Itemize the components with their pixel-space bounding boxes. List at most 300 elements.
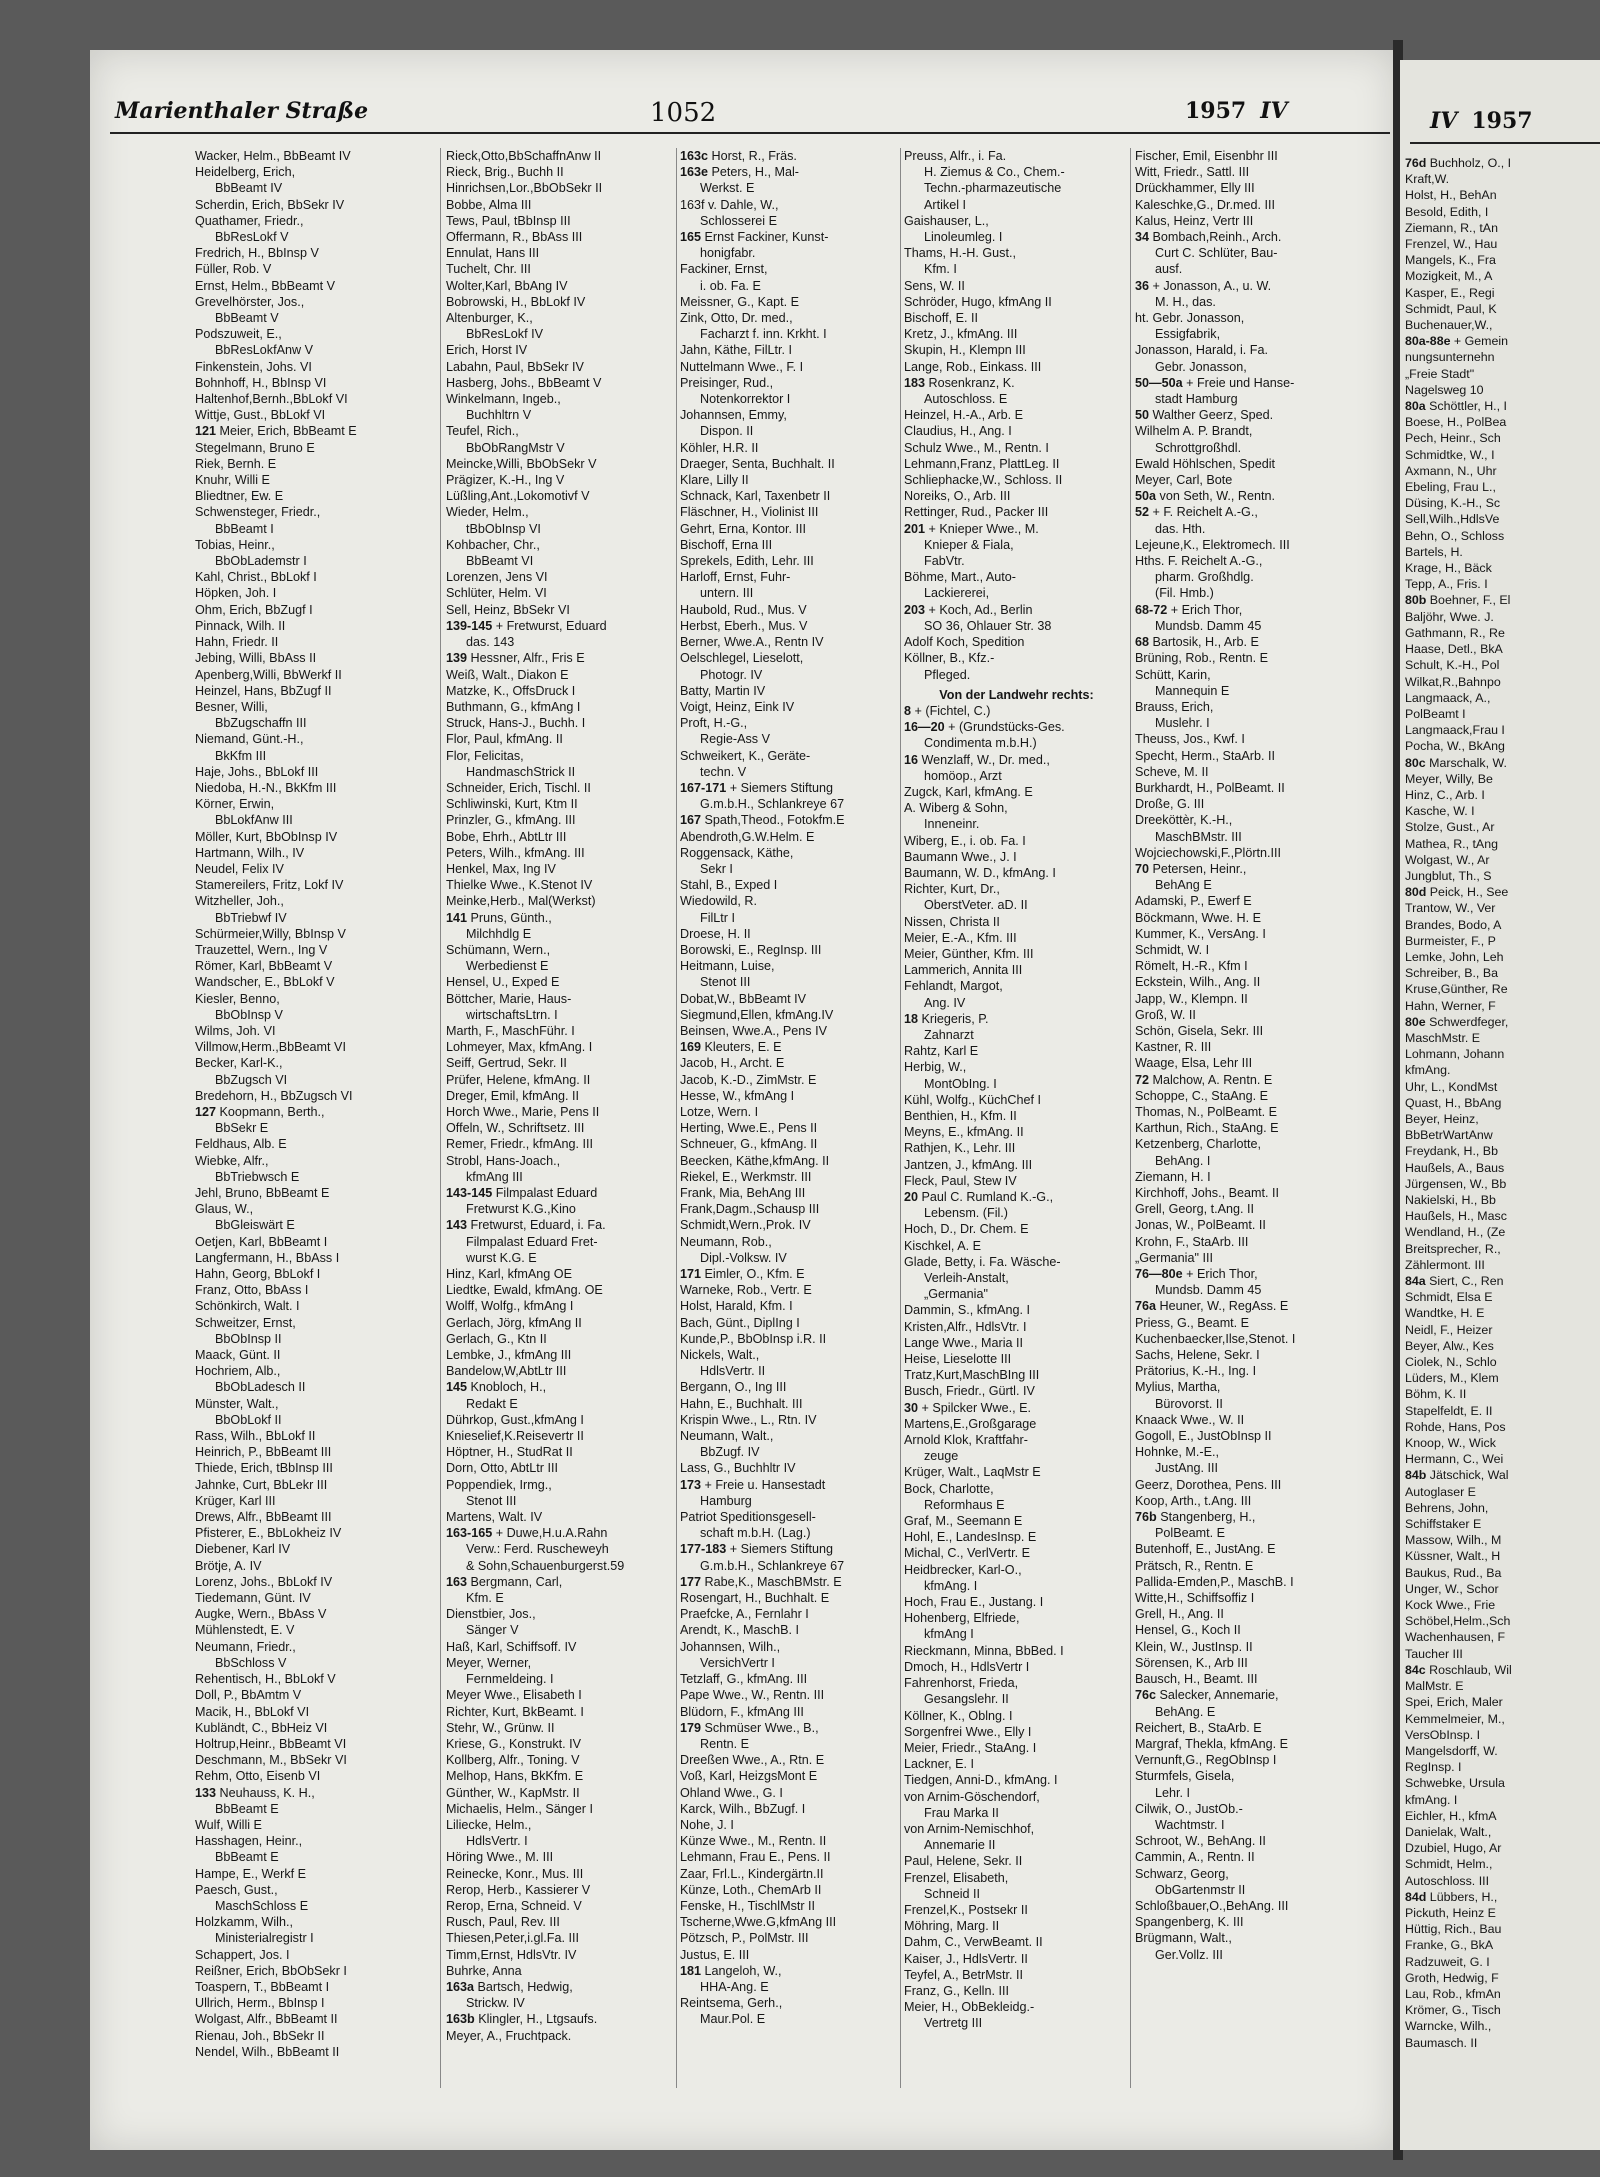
directory-entry: Mundsb. Damm 45 bbox=[1155, 618, 1262, 633]
directory-entry: PolBeamt I bbox=[1405, 706, 1466, 721]
directory-entry: Wendland, H., (Ze bbox=[1405, 1225, 1506, 1240]
directory-entry: VersichVertr I bbox=[700, 1655, 775, 1670]
directory-entry: Schmidtke, W., I bbox=[1405, 447, 1495, 462]
directory-entry: Bredehorn, H., BbZugsch VI bbox=[195, 1088, 353, 1103]
directory-entry: Preisinger, Rud., bbox=[680, 375, 774, 390]
directory-entry: Rettinger, Rud., Packer III bbox=[904, 505, 1049, 520]
directory-entry: Haußels, A., Baus bbox=[1405, 1160, 1505, 1175]
directory-entry: Hahn, Friedr. II bbox=[195, 635, 279, 650]
directory-entry: 133 Neuhauss, K. H., bbox=[195, 1785, 315, 1800]
directory-entry: Feldhaus, Alb. E bbox=[195, 1137, 287, 1152]
directory-entry: Mundsb. Damm 45 bbox=[1155, 1283, 1262, 1298]
directory-entry: Frank,Dagm.,Schausp III bbox=[680, 1202, 820, 1217]
directory-entry: Zahnarzt bbox=[924, 1027, 974, 1042]
directory-entry: Jonasson, Harald, i. Fa. bbox=[1135, 343, 1268, 358]
directory-entry: Tetzlaff, G., kfmAng. III bbox=[680, 1672, 808, 1687]
directory-entry: Schürmeier,Willy, BbInsp V bbox=[195, 926, 346, 941]
directory-entry: Verleih-Anstalt, bbox=[924, 1271, 1009, 1286]
directory-entry: Riek, Bernh. E bbox=[195, 456, 277, 471]
directory-entry: Ministerialregistr I bbox=[215, 1931, 314, 1946]
directory-entry: Holtrup,Heinr., BbBeamt VI bbox=[195, 1736, 347, 1751]
directory-entry: Haase, Detl., BkA bbox=[1405, 642, 1503, 657]
directory-entry: Muslehr. I bbox=[1155, 716, 1210, 731]
directory-entry: Hohl, E., LandesInsp. E bbox=[904, 1530, 1037, 1545]
directory-entry: Jonas, W., PolBeamt. II bbox=[1135, 1218, 1266, 1233]
directory-entry: Arendt, K., MaschB. I bbox=[680, 1623, 799, 1638]
directory-entry: HdlsVertr. II bbox=[700, 1364, 766, 1379]
directory-entry: 143 Fretwurst, Eduard, i. Fa. bbox=[446, 1218, 606, 1233]
directory-entry: Geerz, Dorothea, Pens. III bbox=[1135, 1477, 1282, 1492]
next-page-column bbox=[1405, 155, 1600, 2135]
directory-entry: Peters, Wilh., kfmAng. III bbox=[446, 845, 585, 860]
directory-entry: Tiedemann, Günt. IV bbox=[195, 1591, 311, 1606]
directory-entry: Körner, Erwin, bbox=[195, 797, 275, 812]
directory-entry: Römer, Karl, BbBeamt V bbox=[195, 959, 333, 974]
directory-entry: Hensel, U., Exped E bbox=[446, 975, 560, 990]
directory-entry: Matzke, K., OffsDruck I bbox=[446, 683, 576, 698]
directory-entry: Hinz, C., Arb. I bbox=[1405, 787, 1485, 802]
directory-entry: Liliecke, Helm., bbox=[446, 1817, 532, 1832]
directory-entry: Benthien, H., Kfm. II bbox=[904, 1108, 1017, 1123]
directory-entry: Becker, Karl-K., bbox=[195, 1056, 283, 1071]
directory-entry: 145 Knobloch, H., bbox=[446, 1380, 547, 1395]
directory-entry: Böhme, Mart., Auto- bbox=[904, 570, 1016, 585]
directory-entry: Rathjen, K., Lehr. III bbox=[904, 1141, 1016, 1156]
directory-entry: Böckmann, Wwe. H. E bbox=[1135, 910, 1261, 925]
directory-entry: Milchhdlg E bbox=[466, 926, 532, 941]
directory-entry: Skupin, H., Klempn III bbox=[904, 343, 1026, 358]
directory-entry: Pape Wwe., W., Rentn. III bbox=[680, 1688, 825, 1703]
directory-entry: MaschMstr. E bbox=[1405, 1030, 1481, 1045]
directory-entry: Frau Marka II bbox=[924, 1805, 999, 1820]
directory-entry: BehAng E bbox=[1155, 878, 1212, 893]
directory-entry: Pallida-Emden,P., MaschB. I bbox=[1135, 1574, 1294, 1589]
directory-entry: Brüning, Rob., Rentn. E bbox=[1135, 651, 1269, 666]
directory-entry: wirtschaftsLtrn. I bbox=[466, 1007, 558, 1022]
directory-entry: Grell, H., Ang. II bbox=[1135, 1607, 1224, 1622]
directory-entry: Patriot Speditionsgesell- bbox=[680, 1510, 816, 1525]
directory-entry: Niemand, Günt.-H., bbox=[195, 732, 304, 747]
directory-entry: Ebeling, Frau L., bbox=[1405, 480, 1496, 495]
directory-entry: Kollberg, Alfr., Toning. V bbox=[446, 1753, 580, 1768]
directory-entry: von Arnim-Göschendorf, bbox=[904, 1789, 1040, 1804]
directory-entry: 177-183 + Siemers Stiftung bbox=[680, 1542, 833, 1557]
directory-entry: „Freie Stadt" bbox=[1405, 366, 1475, 381]
directory-entry: Schlüter, Helm. VI bbox=[446, 586, 547, 601]
directory-entry: Stenot III bbox=[700, 975, 751, 990]
column-5 bbox=[1135, 148, 1360, 2098]
directory-entry: Schloßbauer,O.,BehAng. III bbox=[1135, 1898, 1289, 1913]
directory-entry: Sachs, Helene, Sekr. I bbox=[1135, 1348, 1260, 1363]
directory-entry: Kaleschke,G., Dr.med. III bbox=[1135, 197, 1275, 212]
directory-entry: Möhring, Marg. II bbox=[904, 1919, 1000, 1934]
directory-entry: Gaishauser, L., bbox=[904, 213, 989, 228]
next-page-volume: IV bbox=[1430, 108, 1458, 134]
directory-entry: Bartels, H. bbox=[1405, 544, 1463, 559]
directory-entry: Günther, W., KapMstr. II bbox=[446, 1785, 580, 1800]
directory-entry: Mozigkeit, M., A bbox=[1405, 269, 1493, 284]
directory-entry: honigfabr. bbox=[700, 246, 756, 261]
directory-entry: Sell,Wilh.,HdlsVe bbox=[1405, 512, 1500, 527]
directory-entry: Paesch, Gust., bbox=[195, 1882, 278, 1897]
directory-entry: Heise, Lieselotte III bbox=[904, 1352, 1012, 1367]
directory-entry: Hermann, C., Wei bbox=[1405, 1452, 1504, 1467]
directory-entry: Mangels, K., Fra bbox=[1405, 253, 1496, 268]
directory-entry: Schmidt, Elsa E bbox=[1405, 1290, 1493, 1305]
directory-entry: Hasshagen, Heinr., bbox=[195, 1834, 303, 1849]
directory-entry: Margraf, Thekla, kfmAng. E bbox=[1135, 1736, 1289, 1751]
directory-entry: Ullrich, Herm., BbInsp I bbox=[195, 1996, 325, 2011]
directory-entry: Justus, E. III bbox=[680, 1947, 750, 1962]
directory-entry: Spangenberg, K. III bbox=[1135, 1915, 1244, 1930]
directory-entry: H. Ziemus & Co., Chem.- bbox=[924, 165, 1065, 180]
directory-entry: Ohland Wwe., G. I bbox=[680, 1785, 783, 1800]
directory-entry: Lackner, E. I bbox=[904, 1757, 975, 1772]
directory-entry: Langfermann, H., BbAss I bbox=[195, 1250, 340, 1265]
directory-entry: Gerlach, Jörg, kfmAng II bbox=[446, 1315, 582, 1330]
directory-entry: Hohnke, M.-E., bbox=[1135, 1445, 1219, 1460]
directory-entry: Mangelsdorff, W. bbox=[1405, 1743, 1498, 1758]
directory-entry: 143-145 Filmpalast Eduard bbox=[446, 1186, 598, 1200]
directory-entry: kfmAng III bbox=[466, 1169, 523, 1184]
directory-entry: Ketzenberg, Charlotte, bbox=[1135, 1137, 1262, 1152]
directory-entry: Fredrich, H., BbInsp V bbox=[195, 246, 319, 261]
directory-entry: Knieper & Fiala, bbox=[924, 537, 1014, 552]
directory-entry: Lange, Rob., Einkass. III bbox=[904, 359, 1042, 374]
directory-entry: Werbedienst E bbox=[466, 959, 549, 974]
next-page-header bbox=[1430, 108, 1533, 134]
directory-entry: Rehentisch, H., BbLokf V bbox=[195, 1672, 336, 1687]
directory-entry: Schwensteger, Friedr., bbox=[195, 505, 321, 520]
directory-entry: Nohe, J. I bbox=[680, 1817, 734, 1832]
directory-entry: BbBeamt VI bbox=[466, 554, 534, 569]
directory-entry: BbBeamt E bbox=[215, 1850, 279, 1865]
directory-entry: Kfm. I bbox=[924, 262, 957, 277]
directory-entry: Kohbacher, Chr., bbox=[446, 537, 540, 552]
directory-entry: Meyns, E., kfmAng. II bbox=[904, 1125, 1024, 1140]
directory-entry: Wulf, Willi E bbox=[195, 1817, 262, 1832]
directory-entry: Dzubiel, Hugo, Ar bbox=[1405, 1841, 1502, 1856]
directory-entry: Rohde, Hans, Pos bbox=[1405, 1419, 1506, 1434]
directory-entry: Schreiber, B., Ba bbox=[1405, 966, 1498, 981]
directory-entry: Kemmelmeier, M., bbox=[1405, 1711, 1505, 1726]
directory-entry: Remer, Friedr., kfmAng. III bbox=[446, 1137, 593, 1152]
directory-entry: Paul, Helene, Sekr. II bbox=[904, 1854, 1023, 1869]
directory-entry: M. H., das. bbox=[1155, 294, 1216, 309]
directory-entry: Meyer, Carl, Bote bbox=[1135, 473, 1233, 488]
directory-entry: HHA-Ang. E bbox=[700, 1979, 769, 1994]
directory-entry: SO 36, Ohlauer Str. 38 bbox=[924, 618, 1052, 633]
directory-entry: Melhop, Hans, BkKfm. E bbox=[446, 1769, 584, 1784]
directory-entry: Franke, G., BkA bbox=[1405, 1938, 1494, 1953]
directory-entry: Münster, Walt., bbox=[195, 1396, 279, 1411]
directory-entry: Teufel, Rich., bbox=[446, 424, 519, 439]
directory-entry: Rusch, Paul, Rev. III bbox=[446, 1915, 560, 1930]
directory-entry: Zaar, Frl.L., Kindergärtn.II bbox=[680, 1866, 824, 1881]
directory-entry: Fehlandt, Margot, bbox=[904, 979, 1003, 994]
directory-entry: Schoppe, C., StaAng. E bbox=[1135, 1088, 1269, 1103]
directory-entry: Buthmann, G., kfmAng I bbox=[446, 699, 581, 714]
directory-entry: i. ob. Fa. E bbox=[700, 278, 761, 293]
directory-entry: Lohmann, Johann bbox=[1405, 1047, 1505, 1062]
directory-entry: Trauzettel, Wern., Ing V bbox=[195, 942, 328, 957]
directory-entry: Adamski, P., Ewerf E bbox=[1135, 894, 1252, 909]
directory-entry: Reinecke, Konr., Mus. III bbox=[446, 1866, 584, 1881]
directory-entry: Krage, H., Bäck bbox=[1405, 561, 1492, 576]
directory-entry: Meier, Günther, Kfm. III bbox=[904, 946, 1034, 961]
directory-entry: Lass, G., Buchhltr IV bbox=[680, 1461, 796, 1476]
directory-entry: Beyer, Alw., Kes bbox=[1405, 1338, 1494, 1353]
directory-entry: Lemke, John, Leh bbox=[1405, 949, 1504, 964]
directory-entry: Holst, Harald, Kfm. I bbox=[680, 1299, 793, 1314]
directory-entry: Linoleumleg. I bbox=[924, 230, 1003, 245]
directory-entry: Praefcke, A., Fernlahr I bbox=[680, 1607, 809, 1622]
directory-entry: Dreger, Emil, kfmAng. II bbox=[446, 1088, 579, 1103]
directory-entry: Liedtke, Ewald, kfmAng. OE bbox=[446, 1283, 603, 1298]
directory-entry: & Sohn,Schauenburgerst.59 bbox=[466, 1558, 625, 1573]
directory-entry: Stolze, Gust., Ar bbox=[1405, 820, 1495, 835]
directory-entry: Teyfel, A., BetrMstr. II bbox=[904, 1967, 1023, 1982]
directory-entry: Franz, Otto, BbAss I bbox=[195, 1283, 309, 1298]
directory-entry: Ewald Höhlschen, Spedit bbox=[1135, 456, 1276, 471]
directory-entry: BbTriebwf IV bbox=[215, 910, 287, 925]
directory-entry: Schwebke, Ursula bbox=[1405, 1776, 1505, 1791]
directory-entry: BbResLokfAnw V bbox=[215, 343, 314, 358]
directory-entry: BbBeamt E bbox=[215, 1801, 279, 1816]
directory-entry: BbLokfAnw III bbox=[215, 813, 293, 828]
directory-entry: 50—50a + Freie und Hanse- bbox=[1135, 375, 1295, 390]
directory-entry: 20 Paul C. Rumland K.-G., bbox=[904, 1190, 1054, 1204]
directory-entry: Lau, Rob., kfmAn bbox=[1405, 1986, 1501, 2001]
directory-entry: Düsing, K.-H., Sc bbox=[1405, 496, 1501, 511]
directory-entry: Kastner, R. III bbox=[1135, 1040, 1212, 1055]
directory-entry: Waage, Elsa, Lehr III bbox=[1135, 1056, 1253, 1071]
directory-entry: Prätorius, K.-H., Ing. I bbox=[1135, 1364, 1257, 1379]
directory-entry: Autoschloss. E bbox=[924, 392, 1008, 407]
directory-entry: Deschmann, M., BbSekr VI bbox=[195, 1753, 347, 1768]
directory-entry: OberstVeter. aD. II bbox=[924, 898, 1028, 913]
directory-entry: Curt C. Schlüter, Bau- bbox=[1155, 246, 1278, 261]
directory-entry: Bürovorst. II bbox=[1155, 1396, 1223, 1411]
directory-entry: Blüdorn, F., kfmAng III bbox=[680, 1704, 804, 1719]
directory-entry: Proft, H.-G., bbox=[680, 716, 748, 731]
directory-entry: Diebener, Karl IV bbox=[195, 1542, 291, 1557]
directory-entry: Fischer, Emil, Eisenbhr III bbox=[1135, 149, 1278, 163]
directory-entry: Wolgast, Alfr., BbBeamt II bbox=[195, 2012, 338, 2027]
directory-entry: untern. III bbox=[700, 586, 754, 601]
directory-entry: kfmAng I bbox=[924, 1627, 974, 1642]
directory-entry: Fläschner, H., Violinist III bbox=[680, 505, 819, 520]
directory-entry: Vernunft,G., RegObInsp I bbox=[1135, 1753, 1277, 1768]
directory-entry: Lohmeyer, Max, kfmAng. I bbox=[446, 1040, 593, 1055]
directory-entry: Frank, Mia, BehAng III bbox=[680, 1186, 806, 1200]
directory-entry: 167-171 + Siemers Stiftung bbox=[680, 780, 833, 795]
directory-entry: Doll, P., BbAmtm V bbox=[195, 1688, 302, 1703]
directory-entry: Ang. IV bbox=[924, 995, 966, 1010]
directory-entry: Axmann, N., Uhr bbox=[1405, 463, 1497, 478]
directory-entry: Augke, Wern., BbAss V bbox=[195, 1607, 327, 1622]
directory-entry: Meier, Friedr., StaAng. I bbox=[904, 1740, 1037, 1755]
directory-entry: Haußels, H., Masc bbox=[1405, 1209, 1507, 1224]
directory-entry: Knoop, W., Wick bbox=[1405, 1436, 1496, 1451]
directory-entry: Taucher III bbox=[1405, 1646, 1463, 1661]
directory-entry: Dipl.-Volksw. IV bbox=[700, 1250, 787, 1265]
directory-entry: Hahn, Georg, BbLokf I bbox=[195, 1267, 321, 1282]
directory-entry: 127 Koopmann, Berth., bbox=[195, 1104, 325, 1119]
directory-entry: Neumann, Rob., bbox=[680, 1234, 772, 1249]
directory-entry: FilLtr I bbox=[700, 910, 735, 925]
directory-entry: Höring Wwe., M. III bbox=[446, 1850, 554, 1865]
directory-entry: Krüger, Walt., LaqMstr E bbox=[904, 1465, 1041, 1480]
directory-entry: Holzkamm, Wilh., bbox=[195, 1915, 293, 1930]
directory-entry: Wilkat,R.,Bahnpo bbox=[1405, 674, 1501, 689]
directory-entry: Jahnke, Curt, BbLekr III bbox=[195, 1477, 328, 1492]
directory-entry: Riekel, E., Werkmstr. III bbox=[680, 1169, 812, 1184]
directory-entry: Regie-Ass V bbox=[700, 732, 770, 747]
directory-entry: 84c Roschlaub, Wil bbox=[1405, 1662, 1512, 1677]
directory-entry: Reformhaus E bbox=[924, 1497, 1005, 1512]
directory-entry: Wojciechowski,F.,Plörtn.III bbox=[1135, 845, 1282, 860]
directory-entry: Schröder, Hugo, kfmAng II bbox=[904, 294, 1052, 309]
directory-entry: BbObLadesch II bbox=[215, 1380, 306, 1395]
directory-entry: BbBeamt V bbox=[215, 311, 279, 326]
directory-entry: Ziemann, R., tAn bbox=[1405, 220, 1498, 235]
directory-entry: Koop, Arth., t.Ang. III bbox=[1135, 1493, 1252, 1508]
directory-entry: Japp, W., Klempn. II bbox=[1135, 991, 1248, 1006]
directory-entry: techn. V bbox=[700, 764, 747, 779]
directory-entry: Gehrt, Erna, Kontor. III bbox=[680, 521, 806, 536]
directory-entry: das. 143 bbox=[466, 635, 515, 650]
directory-entry: Heidelberg, Erich, bbox=[195, 165, 296, 180]
directory-entry: Kahl, Christ., BbLokf I bbox=[195, 570, 317, 585]
directory-entry: Pötzsch, P., PolMstr. III bbox=[680, 1931, 809, 1946]
directory-entry: Hoch, Frau E., Justang. I bbox=[904, 1595, 1044, 1610]
directory-entry: Sell, Heinz, BbSekr VI bbox=[446, 602, 570, 617]
directory-entry: Rentn. E bbox=[700, 1736, 750, 1751]
directory-entry: Nissen, Christa II bbox=[904, 914, 1000, 929]
directory-entry: Thiede, Erich, tBbInsp III bbox=[195, 1461, 333, 1476]
directory-entry: Heinrich, P., BbBeamt III bbox=[195, 1445, 332, 1460]
directory-entry: Zählermont. III bbox=[1405, 1257, 1485, 1272]
directory-entry: Hochriem, Alb., bbox=[195, 1364, 281, 1379]
directory-entry: Neumann, Friedr., bbox=[195, 1639, 296, 1654]
directory-entry: Hoch, D., Dr. Chem. E bbox=[904, 1222, 1029, 1237]
directory-entry: Witt, Friedr., Sattl. III bbox=[1135, 165, 1250, 180]
directory-entry: Schlosserei E bbox=[700, 213, 777, 228]
directory-entry: Michal, C., VerlVertr. E bbox=[904, 1546, 1030, 1561]
directory-entry: BbObInsp V bbox=[215, 1007, 283, 1022]
directory-entry: Kiesler, Benno, bbox=[195, 991, 280, 1006]
directory-entry: Wandtke, H. E bbox=[1405, 1306, 1485, 1321]
directory-entry: MaschSchloss E bbox=[215, 1898, 309, 1913]
directory-entry: Künze Wwe., M., Rentn. II bbox=[680, 1834, 827, 1849]
directory-entry: Zink, Otto, Dr. med., bbox=[680, 311, 793, 326]
directory-entry: kfmAng. I bbox=[1405, 1792, 1458, 1807]
directory-entry: HdlsVertr. I bbox=[466, 1834, 528, 1849]
directory-entry: Kasche, W. I bbox=[1405, 804, 1475, 819]
directory-entry: Dienstbier, Jos., bbox=[446, 1607, 536, 1622]
directory-entry: Dammin, S., kfmAng. I bbox=[904, 1303, 1030, 1318]
directory-entry: Groth, Hedwig, F bbox=[1405, 1970, 1499, 1985]
next-page-year: 1957 bbox=[1471, 108, 1533, 134]
directory-entry: 50a von Seth, W., Rentn. bbox=[1135, 489, 1276, 504]
directory-entry: Pech, Heinr., Sch bbox=[1405, 431, 1501, 446]
directory-entry: Schneuer, G., kfmAng. II bbox=[680, 1137, 818, 1152]
directory-entry: kfmAng. bbox=[1405, 1063, 1451, 1078]
directory-entry: Hasberg, Johs., BbBeamt V bbox=[446, 375, 602, 390]
directory-entry: Richter, Kurt, BkBeamt. I bbox=[446, 1704, 584, 1719]
directory-entry: Richter, Kurt, Dr., bbox=[904, 882, 1000, 897]
directory-entry: Neidl, F., Heizer bbox=[1405, 1322, 1493, 1337]
directory-entry: Karthun, Rich., StaAng. E bbox=[1135, 1121, 1279, 1136]
directory-entry: Claudius, H., Ang. I bbox=[904, 424, 1012, 439]
directory-entry: Stapelfeldt, E. II bbox=[1405, 1403, 1493, 1418]
directory-entry: BbSekr E bbox=[215, 1121, 269, 1136]
directory-entry: Füller, Rob. V bbox=[195, 262, 272, 277]
directory-entry: Siegmund,Ellen, kfmAng.IV bbox=[680, 1007, 834, 1022]
directory-entry: pharm. Großhdlg. bbox=[1155, 570, 1254, 585]
directory-entry: BbTriebwsch E bbox=[215, 1169, 300, 1184]
directory-entry: Theuss, Jos., Kwf. I bbox=[1135, 732, 1245, 747]
directory-entry: Wolff, Wolfg., kfmAng I bbox=[446, 1299, 574, 1314]
directory-entry: Fretwurst K.G.,Kino bbox=[466, 1202, 576, 1217]
directory-entry: Groß, W. II bbox=[1135, 1007, 1196, 1022]
directory-entry: Glade, Betty, i. Fa. Wäsche- bbox=[904, 1254, 1061, 1269]
directory-entry: tBbObInsp VI bbox=[466, 521, 541, 536]
directory-entry: Schwarz, Georg, bbox=[1135, 1866, 1229, 1881]
directory-entry: Podszuweit, E., bbox=[195, 327, 282, 342]
directory-entry: BbObLokf II bbox=[215, 1412, 282, 1427]
directory-entry: Tepp, A., Fris. I bbox=[1405, 577, 1488, 592]
directory-entry: Drückhammer, Elly III bbox=[1135, 181, 1255, 196]
directory-entry: Höptner, H., StudRat II bbox=[446, 1445, 573, 1460]
directory-entry: BbObLademstr I bbox=[215, 554, 307, 569]
directory-entry: 139-145 + Fretwurst, Eduard bbox=[446, 618, 607, 633]
directory-entry: Herbst, Eberh., Mus. V bbox=[680, 618, 808, 633]
directory-entry: Wilms, Joh. VI bbox=[195, 1023, 276, 1038]
directory-entry: Autoglaser E bbox=[1405, 1484, 1476, 1499]
directory-entry: Weiß, Walt., Diakon E bbox=[446, 667, 569, 682]
directory-entry: Rieck,Otto,BbSchaffnAnw II bbox=[446, 149, 602, 163]
directory-entry: BbZugschaffn III bbox=[215, 716, 307, 731]
directory-entry: Sekr I bbox=[700, 861, 733, 876]
directory-entry: Thomas, N., PolBeamt. E bbox=[1135, 1104, 1278, 1119]
directory-entry: BehAng. E bbox=[1155, 1704, 1216, 1719]
directory-entry: Ger.Vollz. III bbox=[1155, 1947, 1223, 1962]
directory-entry: Kraft,W. bbox=[1405, 172, 1450, 187]
header-rule bbox=[110, 132, 1390, 134]
directory-entry: Hüttig, Rich., Bau bbox=[1405, 1922, 1502, 1937]
directory-entry: 36 + Jonasson, A., u. W. bbox=[1135, 278, 1272, 293]
directory-entry: MalMstr. E bbox=[1405, 1679, 1464, 1694]
directory-entry: 141 Pruns, Günth., bbox=[446, 910, 552, 925]
directory-entry: Burkhardt, H., PolBeamt. II bbox=[1135, 780, 1285, 795]
directory-entry: Kretz, J., kfmAng. III bbox=[904, 327, 1018, 342]
directory-entry: Pfleged. bbox=[924, 667, 971, 682]
directory-entry: Haubold, Rud., Mus. V bbox=[680, 602, 807, 617]
directory-entry: Spei, Erich, Maler bbox=[1405, 1695, 1503, 1710]
directory-entry: Dispon. II bbox=[700, 424, 754, 439]
directory-entry: Autoschloss. III bbox=[1405, 1873, 1490, 1888]
directory-entry: Schulz Wwe., M., Rentn. I bbox=[904, 440, 1049, 455]
directory-entry: Möller, Kurt, BbObInsp IV bbox=[195, 829, 338, 844]
directory-entry: Krohn, F., StaArb. III bbox=[1135, 1234, 1249, 1249]
directory-entry: Jebing, Willi, BbAss II bbox=[195, 651, 317, 666]
directory-entry: Meincke,Willi, BbObSekr V bbox=[446, 456, 597, 471]
directory-entry: Lebensm. (Fil.) bbox=[924, 1206, 1008, 1221]
directory-entry: Herbig, W., bbox=[904, 1060, 967, 1075]
directory-entry: Drews, Alfr., BbBeamt III bbox=[195, 1510, 332, 1525]
